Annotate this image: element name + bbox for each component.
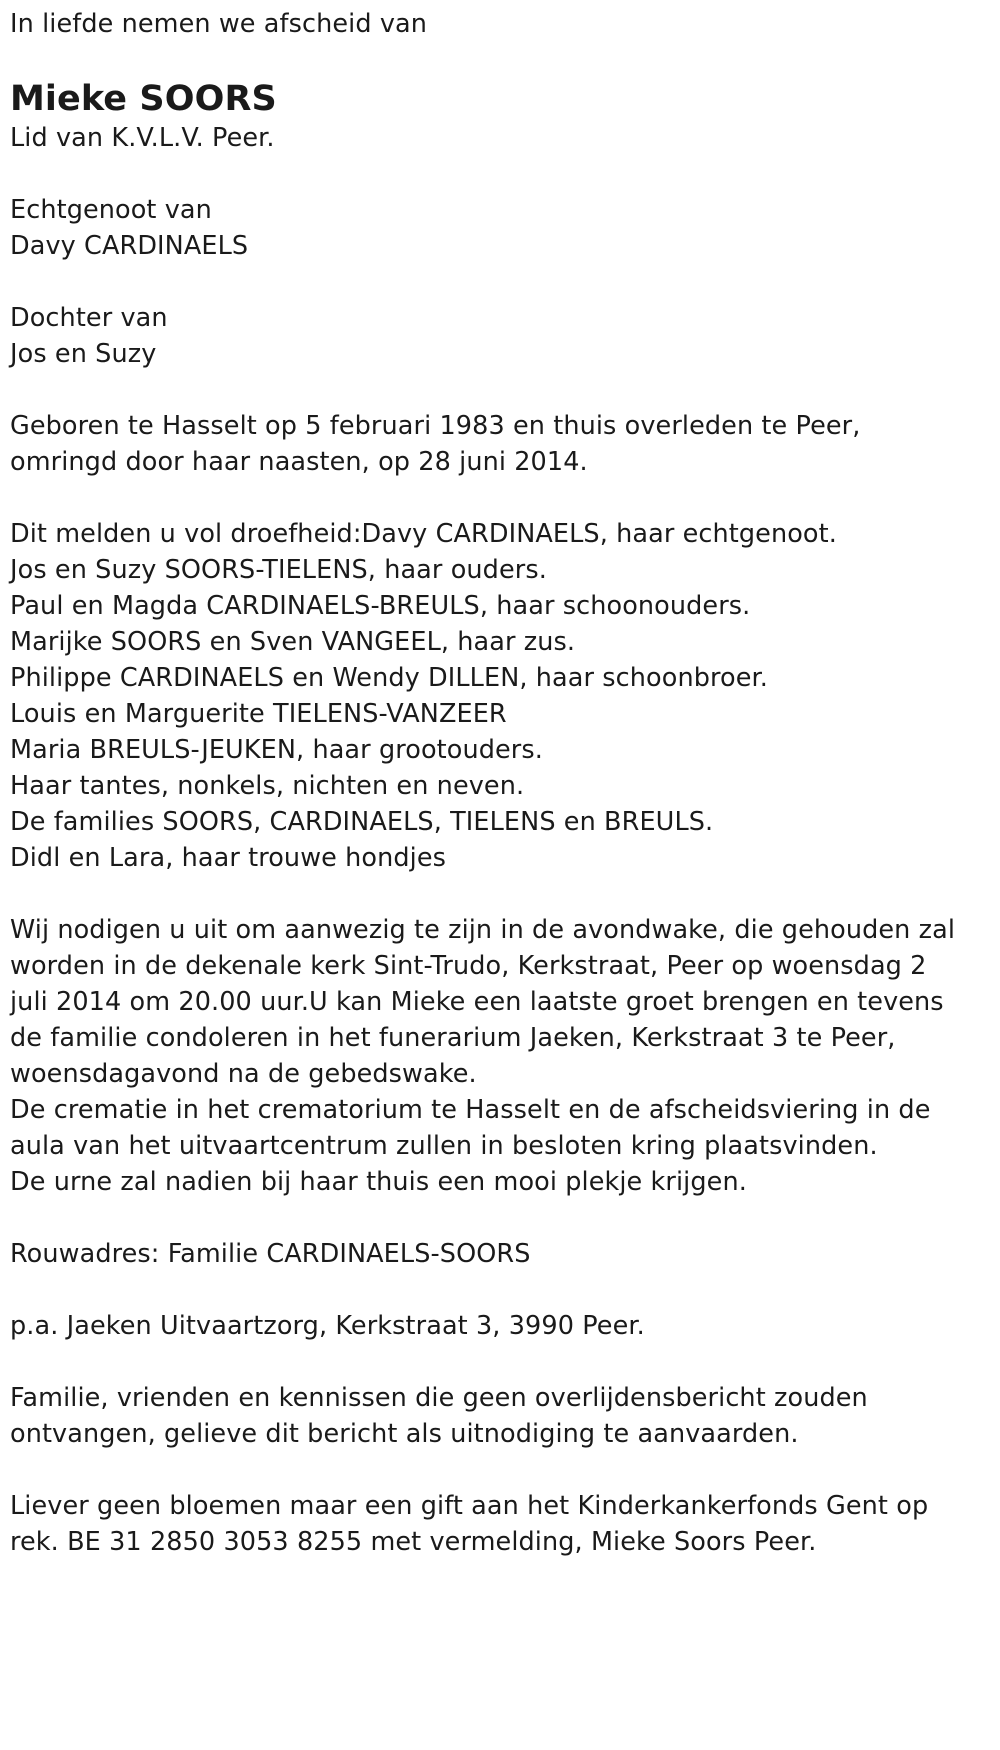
paragraph-line: rek. BE 31 2850 3053 8255 met vermelding, Mieke Soors Peer. — [10, 1527, 817, 1557]
spouse-name: Davy CARDINAELS — [10, 231, 249, 261]
paragraph-line: de familie condoleren in het funerarium Jaeken, Kerkstraat 3 te Peer, — [10, 1023, 896, 1053]
mourner-line: Didl en Lara, haar trouwe hondjes — [10, 843, 447, 873]
donation-paragraph — [10, 1488, 990, 1560]
paragraph-line: worden in de dekenale kerk Sint-Trudo, Kerkstraat, Peer op woensdag 2 — [10, 951, 927, 981]
parents-names: Jos en Suzy — [10, 339, 157, 369]
paragraph-line: omringd door haar naasten, op 28 juni 2014. — [10, 447, 588, 477]
paragraph-line: ontvangen, gelieve dit bericht als uitnodiging te aanvaarden. — [10, 1419, 799, 1449]
membership-text: Lid van K.V.L.V. Peer. — [10, 123, 275, 153]
mourner-line: Haar tantes, nonkels, nichten en neven. — [10, 771, 525, 801]
ceremony-paragraph — [10, 912, 990, 1200]
mourning-address: Rouwadres: Familie CARDINAELS-SOORS — [10, 1239, 531, 1269]
deceased-name: Mieke SOORS — [10, 79, 277, 119]
care-of-address: p.a. Jaeken Uitvaartzorg, Kerkstraat 3, 3990 Peer. — [10, 1311, 645, 1341]
mourner-line: Maria BREULS-JEUKEN, haar grootouders. — [10, 735, 543, 765]
paragraph-line: Liever geen bloemen maar een gift aan het Kinderkankerfonds Gent op — [10, 1491, 929, 1521]
mourner-line: Dit melden u vol droefheid:Davy CARDINAELS, haar echtgenoot. — [10, 519, 837, 549]
mourner-line: Marijke SOORS en Sven VANGEEL, haar zus. — [10, 627, 576, 657]
mourner-line: Philippe CARDINAELS en Wendy DILLEN, haar schoonbroer. — [10, 663, 768, 693]
paragraph-line: juli 2014 om 20.00 uur.U kan Mieke een laatste groet brengen en tevens — [10, 987, 944, 1017]
paragraph-line: Geboren te Hasselt op 5 februari 1983 en thuis overleden te Peer, — [10, 411, 861, 441]
paragraph-line: De urne zal nadien bij haar thuis een mooi plekje krijgen. — [10, 1167, 747, 1197]
paragraph-line: aula van het uitvaartcentrum zullen in besloten kring plaatsvinden. — [10, 1131, 878, 1161]
paragraph-line: Familie, vrienden en kennissen die geen overlijdensbericht zouden — [10, 1383, 868, 1413]
mourner-line: Louis en Marguerite TIELENS-VANZEER — [10, 699, 507, 729]
spouse-label: Echtgenoot van — [10, 195, 212, 225]
birth-death-paragraph — [10, 408, 990, 480]
mourner-line: De families SOORS, CARDINAELS, TIELENS en BREULS. — [10, 807, 714, 837]
invitation-paragraph — [10, 1380, 990, 1452]
mourners-list — [10, 516, 990, 876]
obituary-notice — [10, 6, 990, 1560]
intro-text: In liefde nemen we afscheid van — [10, 9, 428, 39]
paragraph-line: woensdagavond na de gebedswake. — [10, 1059, 477, 1089]
mourner-line: Jos en Suzy SOORS-TIELENS, haar ouders. — [10, 555, 547, 585]
parents-label: Dochter van — [10, 303, 168, 333]
paragraph-line: Wij nodigen u uit om aanwezig te zijn in de avondwake, die gehouden zal — [10, 915, 956, 945]
mourner-line: Paul en Magda CARDINAELS-BREULS, haar schoonouders. — [10, 591, 751, 621]
paragraph-line: De crematie in het crematorium te Hasselt en de afscheidsviering in de — [10, 1095, 931, 1125]
